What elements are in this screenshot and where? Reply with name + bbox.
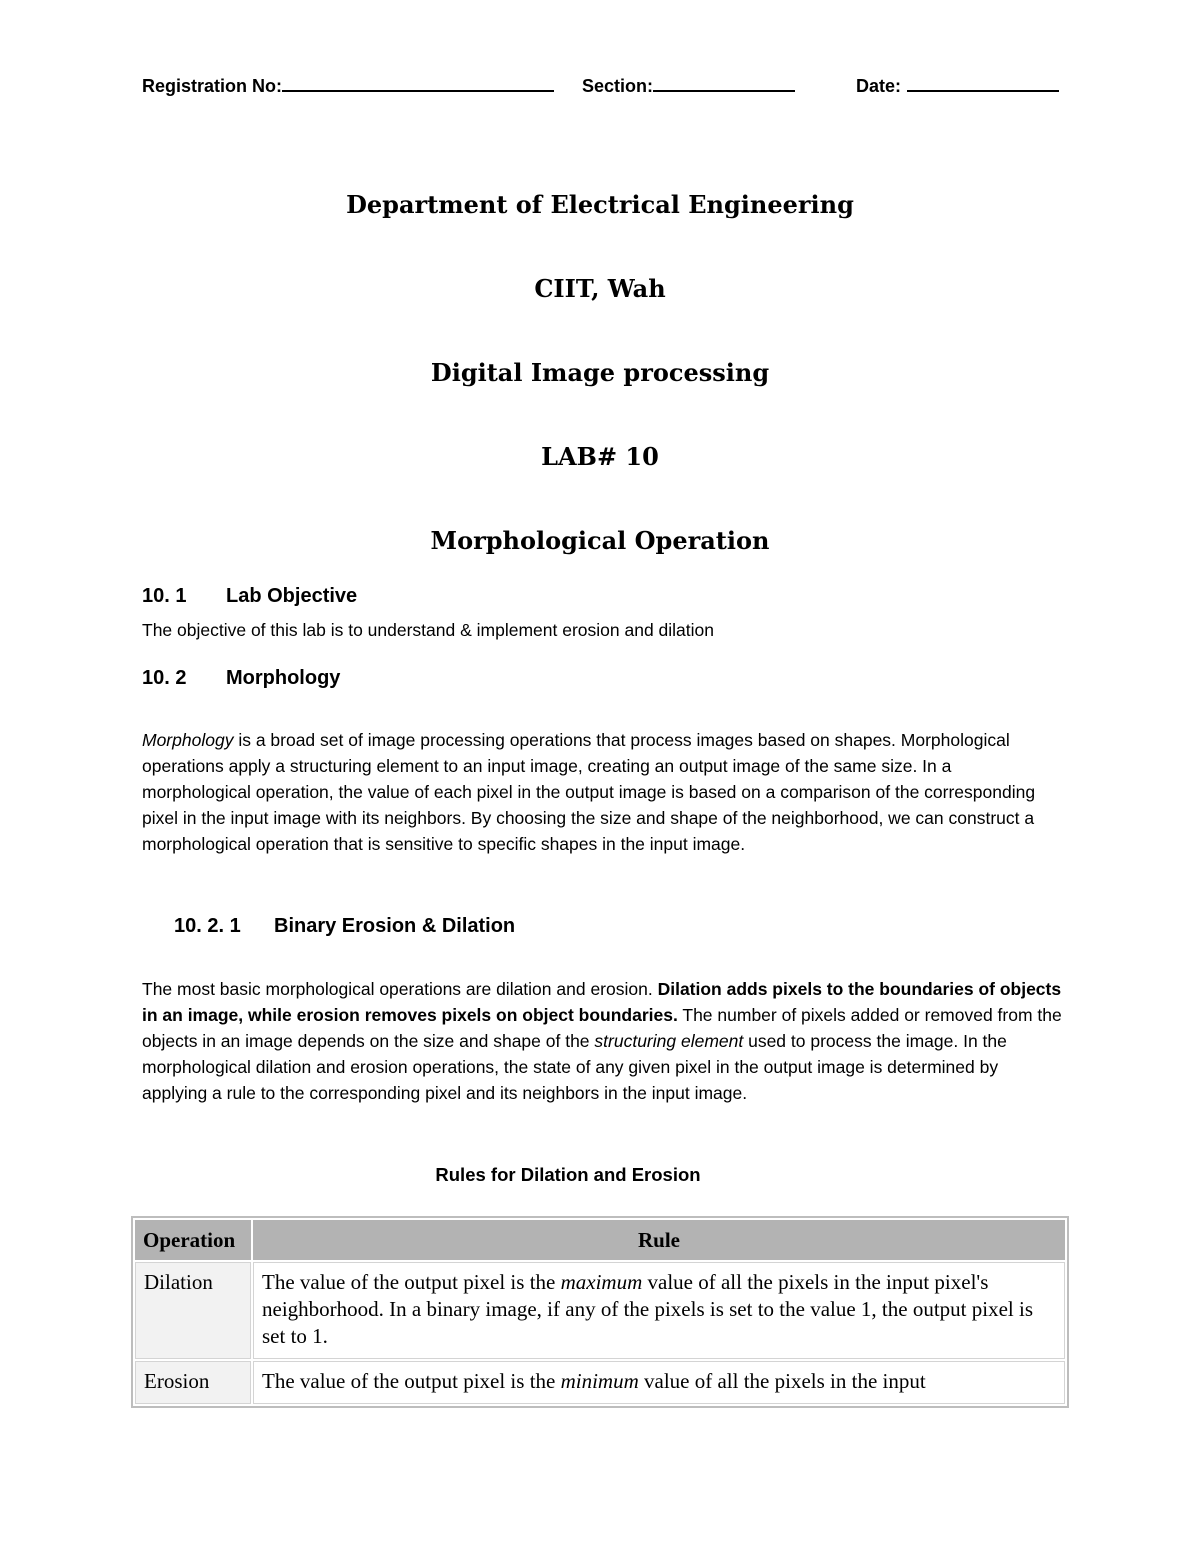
paragraph-end: used to process the image. In the morphological dilation and erosion operations, the state of any given pixel in the output image is determined by applying a rule to the corresponding pixel and its neighbors in the input image. bbox=[142, 1031, 1007, 1103]
date-label: Date: bbox=[856, 76, 902, 96]
heading-text: Binary Erosion & Dilation bbox=[274, 915, 516, 937]
table-caption: Rules for Dilation and Erosion bbox=[435, 1164, 701, 1185]
heading-number: 10. 2. 1 bbox=[174, 915, 241, 937]
registration-blank bbox=[282, 72, 554, 92]
paragraph-intro: The most basic morphological operations are dilation and erosion. bbox=[142, 979, 658, 999]
table-row bbox=[135, 1262, 1065, 1359]
heading-lab-objective bbox=[142, 585, 357, 608]
header-rule: Rule bbox=[253, 1220, 1065, 1260]
registration-field bbox=[142, 72, 554, 97]
section-field bbox=[582, 72, 795, 97]
erosion-dilation-paragraph bbox=[142, 976, 1062, 1106]
heading-morphology bbox=[142, 667, 340, 690]
rule-emphasis: maximum bbox=[560, 1270, 643, 1294]
morphology-term: Morphology bbox=[142, 730, 234, 750]
heading-binary-erosion-dilation bbox=[174, 915, 515, 938]
rule-cell bbox=[253, 1262, 1065, 1359]
table-header-row bbox=[135, 1220, 1065, 1260]
date-blank bbox=[907, 72, 1059, 92]
heading-text: Lab Objective bbox=[226, 585, 358, 607]
operation-cell: Dilation bbox=[135, 1262, 251, 1359]
heading-number: 10. 1 bbox=[142, 585, 187, 607]
date-field bbox=[856, 72, 1059, 97]
rule-emphasis: minimum bbox=[560, 1369, 639, 1393]
rule-text: value of all the pixels in the input bbox=[638, 1369, 926, 1393]
lab-title: LAB# 10 bbox=[541, 442, 659, 471]
rule-text: The value of the output pixel is the bbox=[262, 1270, 561, 1294]
institute-title: CIIT, Wah bbox=[534, 274, 666, 303]
course-title: Digital Image processing bbox=[430, 358, 770, 387]
department-title: Department of Electrical Engineering bbox=[346, 190, 854, 219]
section-blank bbox=[653, 72, 795, 92]
registration-label: Registration No: bbox=[142, 76, 283, 96]
morphology-text: is a broad set of image processing operations that process images based on shapes. Morphological operations apply a structuring element to an input image, creating an output image of the same size. In a morphological operation, the value of each pixel in the output image is based on a comparison of the corresponding pixel in the input image with its neighbors. By choosing the size and shape of the neighborhood, we can construct a morphological operation that is sensitive to specific shapes in the input image. bbox=[142, 730, 1036, 854]
rule-cell bbox=[253, 1361, 1065, 1404]
rule-text: value of all the pixels in the input pixel's neighborhood. In a binary image, if any of the pixels is set to the value 1, the output pixel is set to 1. bbox=[262, 1270, 1034, 1348]
heading-text: Morphology bbox=[226, 667, 341, 689]
paragraph-bold: Dilation adds pixels to the boundaries of objects in an image, while erosion removes pixels on object boundaries. bbox=[142, 979, 1062, 1025]
heading-number: 10. 2 bbox=[142, 667, 187, 689]
objective-paragraph: The objective of this lab is to understand & implement erosion and dilation bbox=[142, 620, 714, 640]
section-label: Section: bbox=[582, 76, 654, 96]
table-row bbox=[135, 1361, 1065, 1404]
paragraph-italic: structuring element bbox=[594, 1031, 744, 1051]
rules-table bbox=[131, 1216, 1069, 1408]
operation-cell: Erosion bbox=[135, 1361, 251, 1404]
morphology-paragraph bbox=[142, 727, 1062, 857]
rule-text: The value of the output pixel is the bbox=[262, 1369, 561, 1393]
paragraph-middle: The number of pixels added or removed from the objects in an image depends on the size and shape of the bbox=[142, 1005, 1062, 1051]
topic-title: Morphological Operation bbox=[430, 526, 770, 555]
header-operation: Operation bbox=[135, 1220, 251, 1260]
